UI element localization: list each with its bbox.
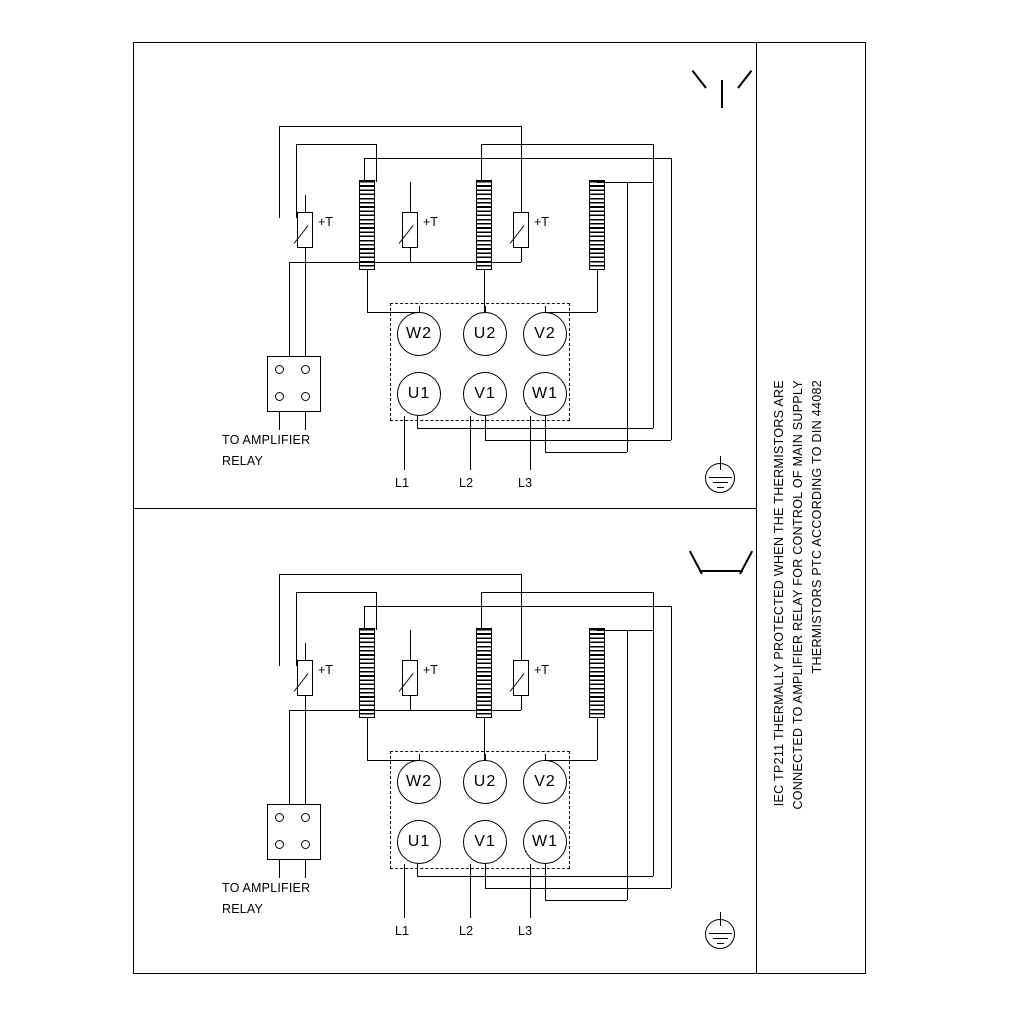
delta-ptc-1 (297, 660, 313, 696)
note-line-1: IEC TP211 THERMALLY PROTECTED WHEN THE THERMISTORS ARE (772, 380, 786, 807)
star-return-bus-2 (485, 440, 671, 441)
star-supply-l1-label: L1 (395, 476, 410, 490)
delta-wire-top-a (279, 574, 521, 575)
star-ptc2-top-lead (410, 182, 411, 212)
star-ptc-1-label: +T (318, 215, 333, 229)
delta-ptc-2-label: +T (423, 663, 438, 677)
note-line-3: THERMISTORS PTC ACCORDING TO DIN 44082 (810, 380, 824, 674)
delta-terminal-u2: U2 (463, 760, 507, 804)
delta-ptc-1-label: +T (318, 663, 333, 677)
star-wire-top-b-right (376, 144, 377, 182)
star-return-bus-1-right (653, 182, 654, 428)
star-terminal-v1: V1 (463, 372, 507, 416)
delta-amplifier-label-line1: TO AMPLIFIER (222, 881, 311, 895)
delta-return-bus-3-right (627, 630, 628, 900)
delta-ptc2-top-lead (410, 630, 411, 660)
star-return-bus-1-left (417, 416, 418, 428)
star-wire-top-c (364, 158, 671, 159)
star-connector-dot-3 (275, 392, 284, 401)
delta-earth-circle (705, 919, 735, 949)
delta-terminal-v1: V1 (463, 820, 507, 864)
star-earth-bar-2 (713, 482, 728, 483)
delta-wire-top-c-right (671, 606, 672, 888)
star-terminal-v2: V2 (523, 312, 567, 356)
star-amplifier-connector (267, 356, 321, 412)
delta-ptc-3 (513, 660, 529, 696)
star-coil-u (476, 180, 492, 270)
star-wire-top-a-left (279, 126, 280, 218)
star-wire-top-b-left (296, 144, 297, 218)
delta-supply-l1-label: L1 (395, 924, 410, 938)
star-ptc-1 (297, 212, 313, 248)
delta-ptc-2 (402, 660, 418, 696)
delta-terminal-v2: V2 (523, 760, 567, 804)
delta-supply-l3-lead (530, 864, 531, 918)
delta-supply-l3-label: L3 (518, 924, 533, 938)
note-line-2: CONNECTED TO AMPLIFIER RELAY FOR CONTROL OF MAIN SUPPLY (791, 380, 805, 810)
star-connector-dot-4 (301, 392, 310, 401)
star-supply-l1-lead (404, 416, 405, 470)
delta-return-bus-1 (417, 876, 653, 877)
star-wire-top-b (296, 144, 376, 145)
star-wire-top-d-right (653, 144, 654, 182)
delta-wire-top-b (296, 592, 376, 593)
delta-ptc-3-label: +T (534, 663, 549, 677)
delta-connector-dot-4 (301, 840, 310, 849)
star-terminal-u2: U2 (463, 312, 507, 356)
delta-earth-bar-1 (709, 933, 732, 934)
star-ptc2-bottom-lead (410, 248, 411, 262)
star-ptc-bottom-bus (289, 262, 521, 263)
delta-terminal-w1: W1 (523, 820, 567, 864)
delta-amplifier-label-line2: RELAY (222, 902, 264, 916)
delta-wire-top-b-right (376, 592, 377, 630)
delta-connector-dot-1 (275, 813, 284, 822)
delta-coil-w (359, 628, 375, 718)
star-terminal-w2: W2 (397, 312, 441, 356)
star-connector-dot-1 (275, 365, 284, 374)
star-coil-w-lead (367, 270, 368, 312)
delta-coil-w-lead (367, 718, 368, 760)
star-ptc-3-label: +T (534, 215, 549, 229)
delta-wire-top-d (481, 592, 653, 593)
star-earth-circle (705, 463, 735, 493)
star-earth-bar-3 (717, 487, 724, 488)
delta-earth-bar-3 (717, 943, 724, 944)
delta-connector-lead-2 (305, 860, 306, 878)
star-return-bus-3-right (627, 182, 628, 452)
star-earth-bar-1 (709, 477, 732, 478)
delta-ptc1-bottom-lead (305, 696, 306, 806)
star-supply-l3-label: L3 (518, 476, 533, 490)
star-coil-v-top-tie (597, 182, 653, 183)
star-connector-dot-2 (301, 365, 310, 374)
delta-return-bus-2-left (485, 864, 486, 888)
delta-coil-u (476, 628, 492, 718)
star-wire-top-c-left (364, 158, 365, 182)
star-wire-top-d-left (481, 144, 482, 182)
delta-terminal-w2: W2 (397, 760, 441, 804)
star-connector-lead-1 (279, 412, 280, 430)
delta-wire-top-c (364, 606, 671, 607)
delta-ptc-bus-to-connector (289, 710, 290, 806)
star-terminal-u1: U1 (397, 372, 441, 416)
star-ptc1-bottom-lead (305, 248, 306, 358)
star-return-bus-3-left (545, 416, 546, 452)
star-coil-v-lead (597, 270, 598, 312)
delta-coil-v-top-tie (597, 630, 653, 631)
delta-wire-top-b-left (296, 592, 297, 666)
delta-ptc3-top-lead (521, 630, 522, 660)
delta-ptc2-bottom-lead (410, 696, 411, 710)
delta-coil-v-lead (597, 718, 598, 760)
delta-amplifier-connector (267, 804, 321, 860)
star-amplifier-label-line1: TO AMPLIFIER (222, 433, 311, 447)
delta-return-bus-3 (545, 900, 627, 901)
star-ptc3-top-lead (521, 182, 522, 212)
star-connection-symbol (697, 62, 747, 112)
delta-supply-l1-lead (404, 864, 405, 918)
star-wire-top-d (481, 144, 653, 145)
star-ptc1-top-lead (305, 195, 306, 212)
delta-return-bus-1-left (417, 864, 418, 876)
star-supply-l3-lead (530, 416, 531, 470)
frame-divider-horizontal (133, 508, 757, 509)
delta-connector-dot-2 (301, 813, 310, 822)
delta-wire-top-a-left (279, 574, 280, 666)
star-ptc-2-label: +T (423, 215, 438, 229)
delta-ptc1-top-lead (305, 643, 306, 660)
delta-supply-l2-lead (470, 864, 471, 918)
delta-connection-symbol (695, 534, 747, 574)
star-amplifier-label-line2: RELAY (222, 454, 264, 468)
delta-connector-lead-1 (279, 860, 280, 878)
delta-return-bus-1-right (653, 630, 654, 876)
star-supply-l2-label: L2 (459, 476, 474, 490)
star-terminal-w1: W1 (523, 372, 567, 416)
delta-terminal-u1: U1 (397, 820, 441, 864)
star-return-bus-2-left (485, 416, 486, 440)
star-ptc-bus-to-connector (289, 262, 290, 358)
delta-ptc3-bottom-lead (521, 696, 522, 710)
star-ptc3-bottom-lead (521, 248, 522, 262)
star-return-bus-1 (417, 428, 653, 429)
star-ptc-2 (402, 212, 418, 248)
star-coil-v (589, 180, 605, 270)
star-ptc-3 (513, 212, 529, 248)
delta-wire-top-d-left (481, 592, 482, 630)
delta-ptc-bottom-bus (289, 710, 521, 711)
delta-coil-v (589, 628, 605, 718)
delta-connector-dot-3 (275, 840, 284, 849)
star-wire-top-c-right (671, 158, 672, 440)
star-connector-lead-2 (305, 412, 306, 430)
star-wire-top-a (279, 126, 521, 127)
delta-earth-bar-2 (713, 938, 728, 939)
star-supply-l2-lead (470, 416, 471, 470)
star-coil-w (359, 180, 375, 270)
star-return-bus-3 (545, 452, 627, 453)
delta-supply-l2-label: L2 (459, 924, 474, 938)
delta-return-bus-3-left (545, 864, 546, 900)
delta-wire-top-c-left (364, 606, 365, 630)
delta-wire-top-d-right (653, 592, 654, 630)
delta-return-bus-2 (485, 888, 671, 889)
